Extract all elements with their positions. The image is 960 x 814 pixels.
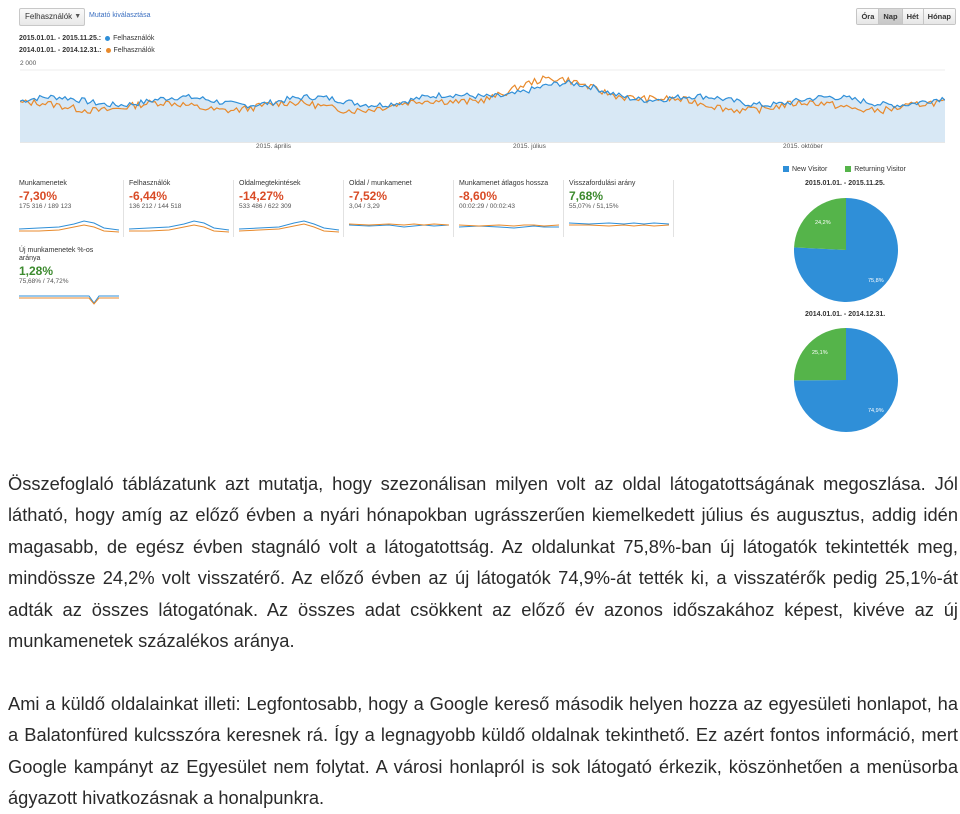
- pie-chart-2015: [790, 194, 902, 306]
- tile-values: 175 316 / 189 123: [19, 203, 72, 210]
- series-color-dot: [105, 36, 110, 41]
- metric-tile-users[interactable]: [129, 180, 237, 237]
- chevron-down-icon: ▼: [74, 13, 82, 20]
- tile-sparkline: [569, 215, 669, 237]
- summary-paragraph: Összefoglaló táblázatunk azt mutatja, hogy szezonálisan milyen volt az oldal látogatottságának megoszlása. Jól látható, hogy amíg az előző évben a nyári hónapokban ugrásszerűen kiemelkedett július és augusztus, addig idén magasabb, de egész évben stagnáló volt a látogatottság. Az oldalunkat 75,8%-ban új látogatók tekintették meg, mindössze 24,2% volt visszatérő. Az előző évben az új látogatók 74,9%-át tették ki, a visszatérők pedig 25,1%-át adták az összes látogatónak. Az összes adat csökkent az előző év azonos időszakához képest, kivéve az új munkamenetek százalékos aránya.: [8, 473, 958, 652]
- add-metric-link[interactable]: Mutató kiválasztása: [89, 12, 151, 19]
- series-color-dot: [106, 48, 111, 53]
- tile-title: Munkamenetek: [19, 180, 67, 187]
- x-tick-label: 2015. október: [783, 143, 823, 150]
- tile-values: 00:02:29 / 00:02:43: [459, 203, 516, 210]
- granularity-toggle: [856, 8, 956, 25]
- tile-divider: [673, 180, 674, 237]
- tile-percent-change: -7,52%: [349, 189, 388, 203]
- tile-sparkline: [129, 215, 229, 237]
- metric-tile-bounce-rate[interactable]: [569, 180, 677, 237]
- legend-item-2015: [19, 35, 154, 42]
- tile-values: 3,04 / 3,29: [349, 203, 380, 210]
- pie-slice-label: 74,9%: [868, 408, 884, 414]
- tile-sparkline: [349, 215, 449, 237]
- tile-divider: [233, 180, 234, 237]
- tile-sparkline: [459, 215, 559, 237]
- legend-label-new: New Visitor: [792, 166, 828, 173]
- pie-legend: [783, 166, 906, 173]
- tile-percent-change: 7,68%: [569, 189, 604, 203]
- tile-values: 136 212 / 144 518: [129, 203, 182, 210]
- tile-percent-change: -7,30%: [19, 189, 58, 203]
- tile-percent-change: 1,28%: [19, 264, 54, 278]
- legend-swatch: [783, 166, 789, 172]
- tile-divider: [343, 180, 344, 237]
- tile-sparkline: [19, 293, 119, 307]
- tile-divider: [563, 180, 564, 237]
- metric-select-label: Felhasználók: [25, 12, 73, 21]
- legend-label-returning: Returning Visitor: [854, 166, 906, 173]
- series-2015-area: [20, 80, 945, 142]
- tile-values: 533 486 / 622 309: [239, 203, 292, 210]
- legend-series: Felhasználók: [113, 47, 155, 54]
- metric-tile-sessions[interactable]: [19, 180, 127, 237]
- pie-slice-label: 75,8%: [868, 278, 884, 284]
- tile-sparkline: [239, 215, 339, 237]
- pie-chart-2014: [790, 324, 902, 436]
- pie-range-2015: 2015.01.01. - 2015.11.25.: [805, 180, 885, 187]
- legend-swatch: [845, 166, 851, 172]
- tile-values: 75,68% / 74,72%: [19, 278, 69, 285]
- granularity-day-button[interactable]: Nap: [878, 9, 901, 24]
- tile-title: Felhasználók: [129, 180, 171, 187]
- metric-tile-pageviews[interactable]: [239, 180, 347, 237]
- tile-divider: [123, 180, 124, 237]
- tile-divider: [453, 180, 454, 237]
- users-line-chart: [20, 62, 945, 144]
- tile-title: Új munkamenetek %-os aránya: [19, 247, 94, 262]
- pie-range-2014: 2014.01.01. - 2014.12.31.: [805, 311, 886, 318]
- legend-item-2014: [19, 47, 155, 54]
- metric-tile-pages-per-session[interactable]: [349, 180, 457, 237]
- legend-series: Felhasználók: [113, 35, 155, 42]
- tile-percent-change: -14,27%: [239, 189, 284, 203]
- metric-select[interactable]: [19, 8, 85, 26]
- pie-slice-label: 24,2%: [815, 220, 831, 226]
- tile-title: Oldal / munkamenet: [349, 180, 412, 187]
- pie-slice-label: 25,1%: [812, 350, 828, 356]
- x-tick-label: 2015. április: [256, 143, 292, 150]
- y-tick-label: 2 000: [20, 60, 37, 67]
- referrer-paragraph: Ami a küldő oldalainkat illeti: Legfontosabb, hogy a Google kereső második helyen hozza az egyesületi honlapot, ha a Balatonfüred kulcsszóra keresnek rá. Így a legnagyobb küldő oldalnak tekinthető. Ez azért fontos információ, mert Google kampányt az Egyesület nem folytat. A városi honlapról is sok látogató érkezik, köszönhetően a menüsorba ágyazott hivatkozásnak a honalpunkra.: [8, 693, 958, 809]
- tile-title: Oldalmegtekintések: [239, 180, 301, 187]
- granularity-hour-button[interactable]: Óra: [857, 9, 878, 24]
- granularity-week-button[interactable]: Hét: [902, 9, 923, 24]
- metric-tile-new-sessions[interactable]: [19, 247, 127, 307]
- tile-percent-change: -6,44%: [129, 189, 168, 203]
- legend-range: 2014.01.01. - 2014.12.31.:: [19, 47, 102, 54]
- metric-tile-avg-session-duration[interactable]: [459, 180, 567, 237]
- tile-sparkline: [19, 215, 119, 237]
- tile-title: Visszafordulási arány: [569, 180, 636, 187]
- x-tick-label: 2015. július: [513, 143, 546, 150]
- tile-values: 55,07% / 51,15%: [569, 203, 619, 210]
- tile-title: Munkamenet átlagos hossza: [459, 180, 549, 187]
- legend-range: 2015.01.01. - 2015.11.25.:: [19, 35, 102, 42]
- granularity-month-button[interactable]: Hónap: [923, 9, 955, 24]
- tile-percent-change: -8,60%: [459, 189, 498, 203]
